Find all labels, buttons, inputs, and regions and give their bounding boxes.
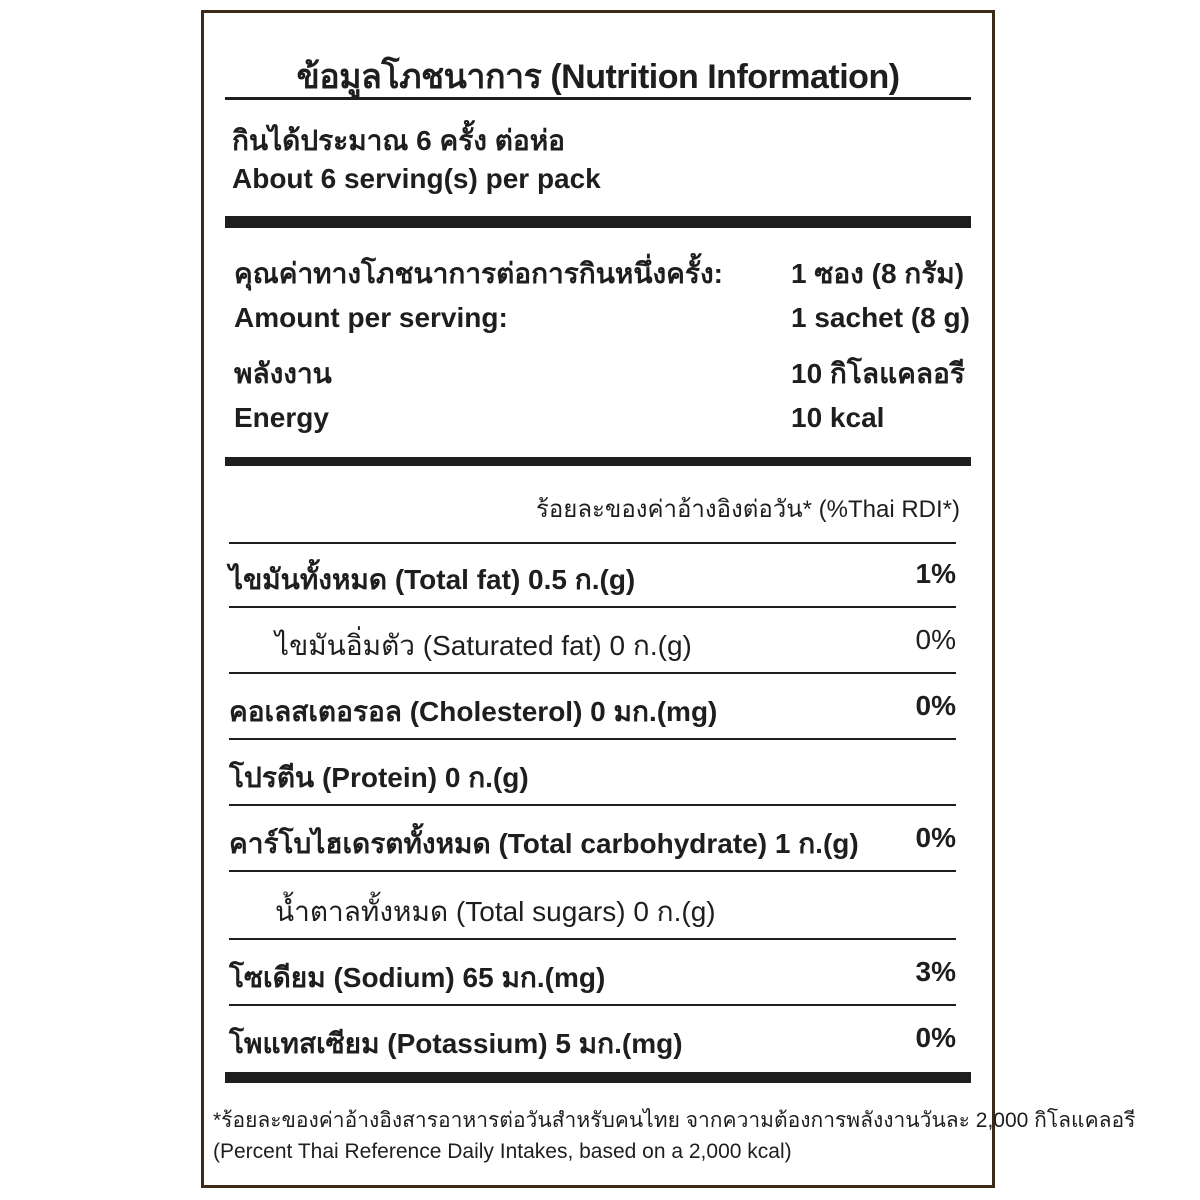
nutrient-percent: 0%: [915, 1022, 956, 1053]
rdi-header: ร้อยละของค่าอ้างอิงต่อวัน* (%Thai RDI*): [535, 496, 960, 523]
footnote-thai: *ร้อยละของค่าอ้างอิงสารอาหารต่อวันสำหรับคนไทย จากความต้องการพลังงานวันละ 2,000 กิโลแคลอรี: [213, 1109, 1136, 1132]
amount-value-thai: 1 ซอง (8 กรัม): [791, 258, 965, 289]
nutrition-label: [201, 10, 1136, 1188]
nutrient-label: น้ำตาลทั้งหมด (Total sugars) 0 ก.(g): [275, 896, 716, 927]
nutrient-row-protein: [229, 742, 956, 806]
nutrient-row-saturated-fat: [229, 610, 956, 674]
row-divider: [229, 672, 956, 674]
servings-thai: กินได้ประมาณ 6 ครั้ง ต่อห่อ: [232, 125, 565, 156]
amount-label-english: Amount per serving:: [234, 302, 508, 333]
servings-english: About 6 serving(s) per pack: [232, 163, 601, 194]
nutrient-label: คาร์โบไฮเดรตทั้งหมด (Total carbohydrate) 1 ก.(g): [229, 828, 859, 859]
nutrient-row-sodium: [229, 942, 956, 1006]
nutrient-label: ไขมันอิ่มตัว (Saturated fat) 0 ก.(g): [275, 630, 692, 661]
energy-label-thai: พลังงาน: [234, 358, 332, 389]
title-divider: [225, 97, 971, 100]
row-divider: [229, 738, 956, 740]
row-divider: [229, 938, 956, 940]
nutrient-label: ไขมันทั้งหมด (Total fat) 0.5 ก.(g): [229, 564, 636, 595]
row-divider: [229, 870, 956, 872]
nutrient-percent: 0%: [915, 690, 956, 721]
nutrient-percent: 0%: [915, 624, 956, 655]
footnote-english: (Percent Thai Reference Daily Intakes, based on a 2,000 kcal): [213, 1140, 792, 1163]
nutrient-row-total-sugars: [229, 876, 956, 940]
nutrient-label: โปรตีน (Protein) 0 ก.(g): [229, 762, 529, 793]
row-divider: [229, 804, 956, 806]
nutrient-percent: 3%: [915, 956, 956, 987]
row-divider: [229, 1004, 956, 1006]
row-divider: [229, 606, 956, 608]
nutrient-label: คอเลสเตอรอล (Cholesterol) 0 มก.(mg): [229, 696, 718, 727]
energy-label-english: Energy: [234, 402, 329, 433]
nutrient-row-cholesterol: [229, 676, 956, 740]
nutrient-percent: 1%: [915, 558, 956, 589]
amount-label-thai: คุณค่าทางโภชนาการต่อการกินหนึ่งครั้ง:: [234, 258, 723, 289]
nutrient-label: โพแทสเซียม (Potassium) 5 มก.(mg): [229, 1028, 683, 1059]
nutrient-row-potassium: [229, 1008, 956, 1072]
thick-divider-1: [225, 216, 971, 228]
amount-value-english: 1 sachet (8 g): [791, 302, 970, 333]
energy-value-english: 10 kcal: [791, 402, 885, 433]
nutrient-label: โซเดียม (Sodium) 65 มก.(mg): [229, 962, 606, 993]
label-title: ข้อมูลโภชนาการ (Nutrition Information): [296, 58, 900, 96]
thick-divider-3: [225, 1072, 971, 1083]
nutrient-percent: 0%: [915, 822, 956, 853]
nutrient-row-total-carbohydrate: [229, 808, 956, 872]
thick-divider-2: [225, 457, 971, 466]
energy-value-thai: 10 กิโลแคลอรี: [791, 358, 965, 389]
nutrient-row-total-fat: [229, 544, 956, 608]
